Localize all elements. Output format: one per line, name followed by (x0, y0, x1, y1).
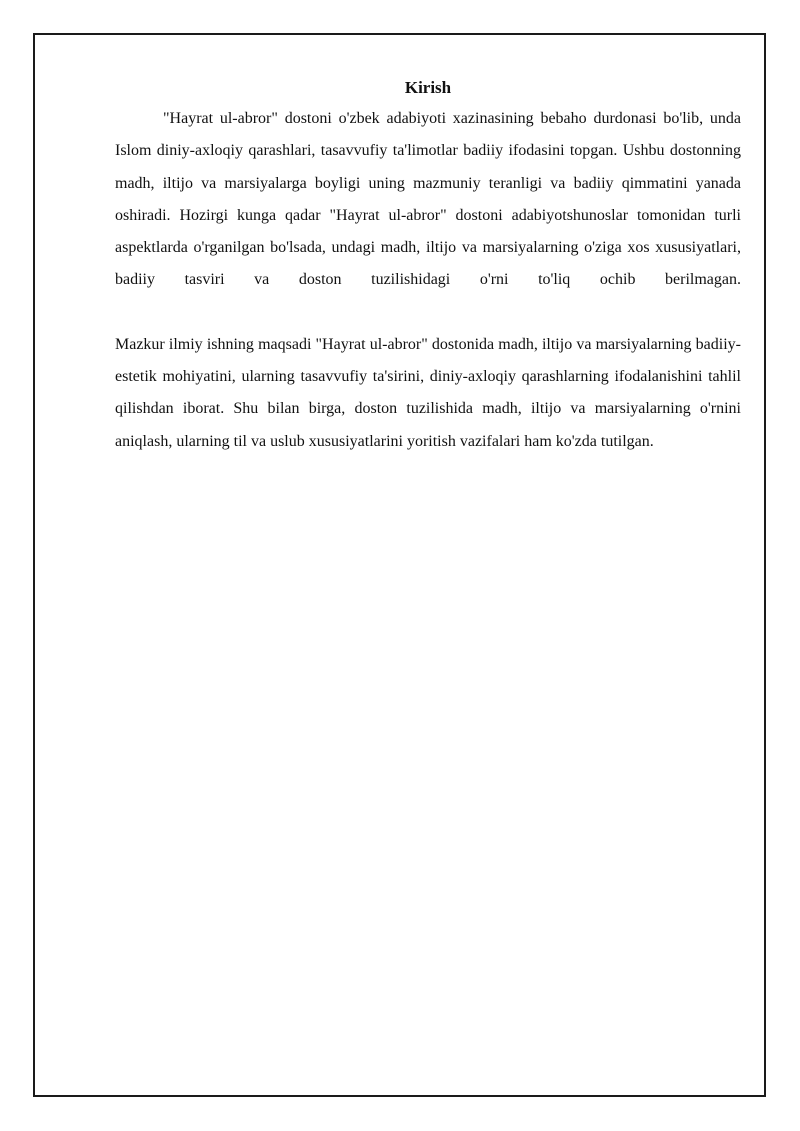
paragraph-goal: Mazkur ilmiy ishning maqsadi "Hayrat ul-abror" dostonida madh, iltijo va marsiyalarning badiiy-estetik mohiyatini, ularning tasavvufiy ta'sirini, diniy-axloqiy qarashlarning ifodalanishini tahlil qilishdan iborat. Shu bilan birga, doston tuzilishida madh, iltijo va marsiyalarning o'rnini aniqlash, ularning til va uslub xususiyatlarini yoritish vazifalari ham ko'zda tutilgan. (115, 335, 741, 450)
section-title: Kirish (404, 78, 452, 97)
document-body (115, 76, 741, 458)
paragraph-intro: "Hayrat ul-abror" dostoni o'zbek adabiyoti xazinasining bebaho durdonasi bo'lib, unda Islom diniy-axloqiy qarashlari, tasavvufiy ta'limotlar badiiy ifodasini topgan. Ushbu dostonning madh, iltijo va marsiyalarga boyligi uning mazmuniy teranligi va badiiy qimmatini yanada oshiradi. Hozirgi kunga qadar "Hayrat ul-abror" dostoni adabiyotshunoslar tomonidan turli aspektlarda o'rganilgan bo'lsada, undagi madh, iltijo va marsiyalarning o'ziga xos xususiyatlari, badiiy tasviri va doston tuzilishidagi o'rni to'liq ochib berilmagan. (115, 110, 741, 289)
